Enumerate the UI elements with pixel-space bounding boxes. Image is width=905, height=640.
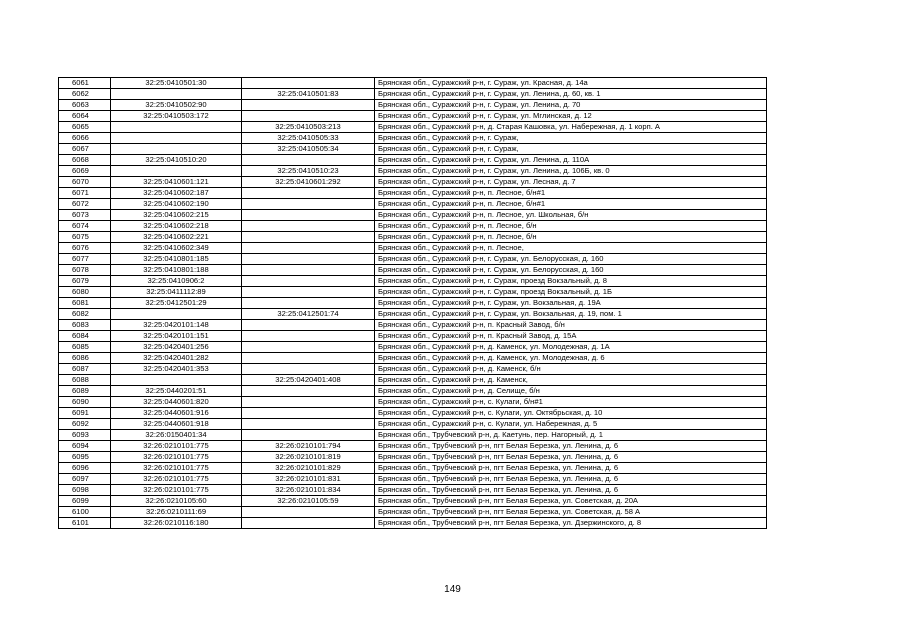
row-number-cell: 6071 <box>59 188 111 199</box>
address-cell: Брянская обл., Суражский р-н, г. Сураж, проезд Вокзальный, д. 1Б <box>375 287 767 298</box>
parent-cadastral-cell <box>242 111 375 122</box>
table-body <box>59 78 767 529</box>
table-row <box>59 397 767 408</box>
address-cell: Брянская обл., Суражский р-н, г. Сураж, ул. Ленина, д. 110А <box>375 155 767 166</box>
table-row <box>59 177 767 188</box>
cadastral-number-cell: 32:25:0411112:89 <box>111 287 242 298</box>
row-number-cell: 6090 <box>59 397 111 408</box>
cadastral-number-cell: 32:26:0150401:34 <box>111 430 242 441</box>
cadastral-number-cell: 32:26:0210105:60 <box>111 496 242 507</box>
row-number-cell: 6099 <box>59 496 111 507</box>
table-row <box>59 463 767 474</box>
address-cell: Брянская обл., Трубчевский р-н, д. Каетунь, пер. Нагорный, д. 1 <box>375 430 767 441</box>
parent-cadastral-cell <box>242 155 375 166</box>
address-cell: Брянская обл., Суражский р-н, г. Сураж, ул. Белорусская, д. 160 <box>375 254 767 265</box>
address-cell: Брянская обл., Суражский р-н, д. Каменск, ул. Молодежная, д. 6 <box>375 353 767 364</box>
row-number-cell: 6067 <box>59 144 111 155</box>
parent-cadastral-cell: 32:25:0410503:213 <box>242 122 375 133</box>
row-number-cell: 6081 <box>59 298 111 309</box>
address-cell: Брянская обл., Суражский р-н, г. Сураж, ул. Белорусская, д. 160 <box>375 265 767 276</box>
row-number-cell: 6078 <box>59 265 111 276</box>
address-cell: Брянская обл., Суражский р-н, д. Каменск, ул. Молодежная, д. 1А <box>375 342 767 353</box>
cadastral-registry-table <box>58 77 767 529</box>
table-row <box>59 353 767 364</box>
parent-cadastral-cell: 32:26:0210101:794 <box>242 441 375 452</box>
address-cell: Брянская обл., Суражский р-н, г. Сураж, ул. Вокзальная, д. 19, пом. 1 <box>375 309 767 320</box>
cadastral-number-cell: 32:26:0210101:775 <box>111 474 242 485</box>
registry-sheet <box>58 77 766 529</box>
parent-cadastral-cell <box>242 287 375 298</box>
row-number-cell: 6098 <box>59 485 111 496</box>
parent-cadastral-cell <box>242 243 375 254</box>
cadastral-number-cell: 32:25:0410602:218 <box>111 221 242 232</box>
cadastral-number-cell: 32:25:0420101:151 <box>111 331 242 342</box>
table-row <box>59 419 767 430</box>
table-row <box>59 276 767 287</box>
address-cell: Брянская обл., Суражский р-н, г. Сураж, ул. Мглинская, д. 12 <box>375 111 767 122</box>
address-cell: Брянская обл., Суражский р-н, п. Красный Завод, д. 15А <box>375 331 767 342</box>
row-number-cell: 6065 <box>59 122 111 133</box>
cadastral-number-cell <box>111 166 242 177</box>
parent-cadastral-cell <box>242 199 375 210</box>
row-number-cell: 6075 <box>59 232 111 243</box>
cadastral-number-cell <box>111 144 242 155</box>
cadastral-number-cell: 32:25:0420401:353 <box>111 364 242 375</box>
address-cell: Брянская обл., Суражский р-н, г. Сураж, <box>375 144 767 155</box>
table-row <box>59 155 767 166</box>
table-row <box>59 254 767 265</box>
address-cell: Брянская обл., Суражский р-н, д. Старая Кашовка, ул. Набережная, д. 1 корп. А <box>375 122 767 133</box>
row-number-cell: 6082 <box>59 309 111 320</box>
address-cell: Брянская обл., Суражский р-н, п. Лесное, б/н <box>375 232 767 243</box>
table-row <box>59 243 767 254</box>
parent-cadastral-cell: 32:25:0412501:74 <box>242 309 375 320</box>
table-row <box>59 265 767 276</box>
cadastral-number-cell <box>111 89 242 100</box>
table-row <box>59 485 767 496</box>
table-row <box>59 430 767 441</box>
parent-cadastral-cell <box>242 320 375 331</box>
parent-cadastral-cell: 32:25:0410501:83 <box>242 89 375 100</box>
table-row <box>59 298 767 309</box>
row-number-cell: 6101 <box>59 518 111 529</box>
cadastral-number-cell: 32:25:0410906:2 <box>111 276 242 287</box>
row-number-cell: 6080 <box>59 287 111 298</box>
row-number-cell: 6093 <box>59 430 111 441</box>
table-row <box>59 287 767 298</box>
row-number-cell: 6062 <box>59 89 111 100</box>
parent-cadastral-cell <box>242 386 375 397</box>
parent-cadastral-cell <box>242 342 375 353</box>
parent-cadastral-cell: 32:26:0210105:59 <box>242 496 375 507</box>
table-row <box>59 507 767 518</box>
cadastral-number-cell <box>111 122 242 133</box>
table-row <box>59 518 767 529</box>
row-number-cell: 6100 <box>59 507 111 518</box>
address-cell: Брянская обл., Суражский р-н, п. Красный Завод, б/н <box>375 320 767 331</box>
table-row <box>59 496 767 507</box>
address-cell: Брянская обл., Суражский р-н, д. Каменск, <box>375 375 767 386</box>
table-row <box>59 331 767 342</box>
table-row <box>59 89 767 100</box>
parent-cadastral-cell <box>242 331 375 342</box>
cadastral-number-cell: 32:25:0420101:148 <box>111 320 242 331</box>
row-number-cell: 6061 <box>59 78 111 89</box>
cadastral-number-cell: 32:26:0210101:775 <box>111 463 242 474</box>
parent-cadastral-cell <box>242 518 375 529</box>
cadastral-number-cell: 32:25:0410602:221 <box>111 232 242 243</box>
cadastral-number-cell: 32:25:0410503:172 <box>111 111 242 122</box>
cadastral-number-cell: 32:25:0440601:916 <box>111 408 242 419</box>
row-number-cell: 6068 <box>59 155 111 166</box>
address-cell: Брянская обл., Суражский р-н, п. Лесное, б/н <box>375 221 767 232</box>
row-number-cell: 6084 <box>59 331 111 342</box>
address-cell: Брянская обл., Трубчевский р-н, пгт Белая Березка, ул. Ленина, д. 6 <box>375 452 767 463</box>
parent-cadastral-cell: 32:26:0210101:829 <box>242 463 375 474</box>
parent-cadastral-cell <box>242 408 375 419</box>
cadastral-number-cell: 32:26:0210101:775 <box>111 485 242 496</box>
row-number-cell: 6091 <box>59 408 111 419</box>
parent-cadastral-cell <box>242 507 375 518</box>
parent-cadastral-cell: 32:25:0410601:292 <box>242 177 375 188</box>
parent-cadastral-cell: 32:25:0420401:408 <box>242 375 375 386</box>
row-number-cell: 6066 <box>59 133 111 144</box>
parent-cadastral-cell: 32:25:0410505:33 <box>242 133 375 144</box>
table-row <box>59 441 767 452</box>
cadastral-number-cell: 32:26:0210101:775 <box>111 452 242 463</box>
row-number-cell: 6073 <box>59 210 111 221</box>
table-row <box>59 386 767 397</box>
parent-cadastral-cell <box>242 78 375 89</box>
parent-cadastral-cell <box>242 232 375 243</box>
address-cell: Брянская обл., Суражский р-н, с. Кулаги, ул. Октябрьская, д. 10 <box>375 408 767 419</box>
parent-cadastral-cell <box>242 353 375 364</box>
row-number-cell: 6096 <box>59 463 111 474</box>
cadastral-number-cell: 32:25:0410510:20 <box>111 155 242 166</box>
parent-cadastral-cell <box>242 188 375 199</box>
cadastral-number-cell: 32:25:0420401:282 <box>111 353 242 364</box>
table-row <box>59 221 767 232</box>
address-cell: Брянская обл., Суражский р-н, д. Селище, б/н <box>375 386 767 397</box>
parent-cadastral-cell <box>242 430 375 441</box>
cadastral-number-cell: 32:25:0410602:187 <box>111 188 242 199</box>
page-number: 149 <box>444 584 461 595</box>
address-cell: Брянская обл., Суражский р-н, п. Лесное, б/н#1 <box>375 199 767 210</box>
address-cell: Брянская обл., Суражский р-н, г. Сураж, ул. Ленина, д. 70 <box>375 100 767 111</box>
address-cell: Брянская обл., Суражский р-н, п. Лесное, б/н#1 <box>375 188 767 199</box>
address-cell: Брянская обл., Трубчевский р-н, пгт Белая Березка, ул. Советская, д. 20А <box>375 496 767 507</box>
parent-cadastral-cell <box>242 265 375 276</box>
address-cell: Брянская обл., Трубчевский р-н, пгт Белая Березка, ул. Советская, д. 58 А <box>375 507 767 518</box>
parent-cadastral-cell: 32:25:0410505:34 <box>242 144 375 155</box>
parent-cadastral-cell <box>242 276 375 287</box>
table-row <box>59 100 767 111</box>
cadastral-number-cell: 32:25:0410601:121 <box>111 177 242 188</box>
address-cell: Брянская обл., Суражский р-н, п. Лесное, <box>375 243 767 254</box>
table-row <box>59 375 767 386</box>
address-cell: Брянская обл., Суражский р-н, г. Сураж, ул. Ленина, д. 106Б, кв. 0 <box>375 166 767 177</box>
table-row <box>59 188 767 199</box>
address-cell: Брянская обл., Суражский р-н, г. Сураж, ул. Лесная, д. 7 <box>375 177 767 188</box>
row-number-cell: 6094 <box>59 441 111 452</box>
table-row <box>59 144 767 155</box>
cadastral-number-cell: 32:25:0410801:188 <box>111 265 242 276</box>
parent-cadastral-cell <box>242 364 375 375</box>
row-number-cell: 6085 <box>59 342 111 353</box>
parent-cadastral-cell <box>242 254 375 265</box>
parent-cadastral-cell: 32:26:0210101:834 <box>242 485 375 496</box>
cadastral-number-cell: 32:25:0420401:256 <box>111 342 242 353</box>
parent-cadastral-cell: 32:25:0410510:23 <box>242 166 375 177</box>
address-cell: Брянская обл., Трубчевский р-н, пгт Белая Березка, ул. Ленина, д. 6 <box>375 463 767 474</box>
table-row <box>59 199 767 210</box>
parent-cadastral-cell: 32:26:0210101:819 <box>242 452 375 463</box>
row-number-cell: 6079 <box>59 276 111 287</box>
table-row <box>59 320 767 331</box>
table-row <box>59 133 767 144</box>
address-cell: Брянская обл., Суражский р-н, г. Сураж, <box>375 133 767 144</box>
cadastral-number-cell: 32:25:0410801:185 <box>111 254 242 265</box>
address-cell: Брянская обл., Трубчевский р-н, пгт Белая Березка, ул. Ленина, д. 6 <box>375 485 767 496</box>
address-cell: Брянская обл., Трубчевский р-н, пгт Белая Березка, ул. Дзержинского, д. 8 <box>375 518 767 529</box>
row-number-cell: 6077 <box>59 254 111 265</box>
parent-cadastral-cell <box>242 298 375 309</box>
row-number-cell: 6063 <box>59 100 111 111</box>
address-cell: Брянская обл., Суражский р-н, с. Кулаги, б/н#1 <box>375 397 767 408</box>
cadastral-number-cell: 32:26:0210101:775 <box>111 441 242 452</box>
row-number-cell: 6070 <box>59 177 111 188</box>
row-number-cell: 6087 <box>59 364 111 375</box>
table-row <box>59 166 767 177</box>
table-row <box>59 309 767 320</box>
row-number-cell: 6097 <box>59 474 111 485</box>
row-number-cell: 6089 <box>59 386 111 397</box>
parent-cadastral-cell <box>242 221 375 232</box>
address-cell: Брянская обл., Суражский р-н, п. Лесное, ул. Школьная, б/н <box>375 210 767 221</box>
row-number-cell: 6072 <box>59 199 111 210</box>
row-number-cell: 6092 <box>59 419 111 430</box>
address-cell: Брянская обл., Трубчевский р-н, пгт Белая Березка, ул. Ленина, д. 6 <box>375 441 767 452</box>
address-cell: Брянская обл., Суражский р-н, г. Сураж, проезд Вокзальный, д. 8 <box>375 276 767 287</box>
row-number-cell: 6095 <box>59 452 111 463</box>
parent-cadastral-cell <box>242 419 375 430</box>
parent-cadastral-cell <box>242 397 375 408</box>
table-row <box>59 111 767 122</box>
cadastral-number-cell: 32:25:0410602:349 <box>111 243 242 254</box>
cadastral-number-cell: 32:25:0410602:215 <box>111 210 242 221</box>
cadastral-number-cell: 32:25:0412501:29 <box>111 298 242 309</box>
row-number-cell: 6076 <box>59 243 111 254</box>
address-cell: Брянская обл., Суражский р-н, с. Кулаги, ул. Набережная, д. 5 <box>375 419 767 430</box>
address-cell: Брянская обл., Трубчевский р-н, пгт Белая Березка, ул. Ленина, д. 6 <box>375 474 767 485</box>
table-row <box>59 474 767 485</box>
table-row <box>59 452 767 463</box>
cadastral-number-cell: 32:26:0210116:180 <box>111 518 242 529</box>
table-row <box>59 342 767 353</box>
row-number-cell: 6086 <box>59 353 111 364</box>
cadastral-number-cell: 32:25:0410502:90 <box>111 100 242 111</box>
row-number-cell: 6088 <box>59 375 111 386</box>
parent-cadastral-cell <box>242 100 375 111</box>
parent-cadastral-cell <box>242 210 375 221</box>
address-cell: Брянская обл., Суражский р-н, г. Сураж, ул. Ленина, д. 60, кв. 1 <box>375 89 767 100</box>
cadastral-number-cell: 32:25:0410501:30 <box>111 78 242 89</box>
row-number-cell: 6083 <box>59 320 111 331</box>
address-cell: Брянская обл., Суражский р-н, д. Каменск, б/н <box>375 364 767 375</box>
row-number-cell: 6064 <box>59 111 111 122</box>
cadastral-number-cell: 32:25:0440201:51 <box>111 386 242 397</box>
address-cell: Брянская обл., Суражский р-н, г. Сураж, ул. Вокзальная, д. 19А <box>375 298 767 309</box>
row-number-cell: 6069 <box>59 166 111 177</box>
cadastral-number-cell <box>111 309 242 320</box>
table-row <box>59 364 767 375</box>
table-row <box>59 232 767 243</box>
table-row <box>59 210 767 221</box>
row-number-cell: 6074 <box>59 221 111 232</box>
cadastral-number-cell: 32:25:0410602:190 <box>111 199 242 210</box>
address-cell: Брянская обл., Суражский р-н, г. Сураж, ул. Красная, д. 14а <box>375 78 767 89</box>
cadastral-number-cell <box>111 375 242 386</box>
cadastral-number-cell: 32:25:0440601:918 <box>111 419 242 430</box>
table-row <box>59 78 767 89</box>
cadastral-number-cell <box>111 133 242 144</box>
cadastral-number-cell: 32:25:0440601:820 <box>111 397 242 408</box>
table-row <box>59 408 767 419</box>
cadastral-number-cell: 32:26:0210111:69 <box>111 507 242 518</box>
parent-cadastral-cell: 32:26:0210101:831 <box>242 474 375 485</box>
table-row <box>59 122 767 133</box>
